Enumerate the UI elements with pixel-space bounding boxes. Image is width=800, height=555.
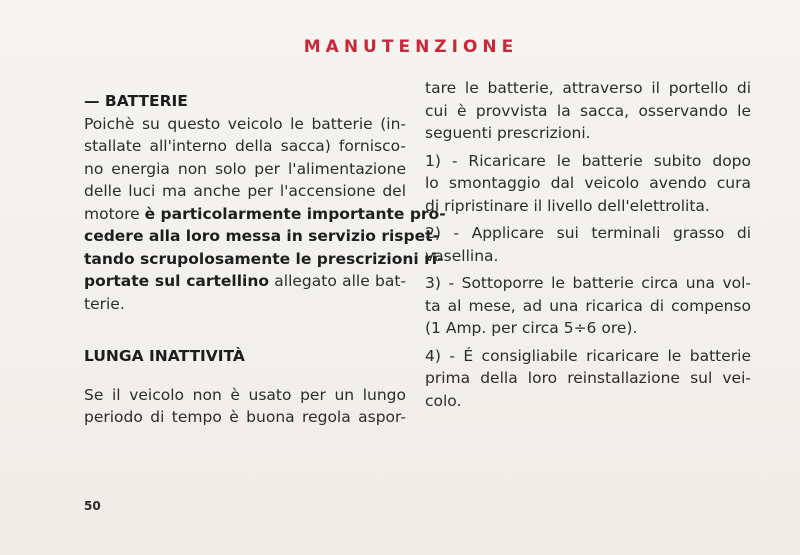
- text-line: Se il veicolo non è usato per un lungo: [84, 385, 406, 404]
- text-line: [84, 293, 406, 316]
- intro-paragraph: [425, 77, 751, 145]
- text-line: 4) - É consigliabile ricaricare le batterie: [425, 346, 751, 365]
- text-line: (1 Amp. per circa 5÷6 ore).: [425, 319, 638, 337]
- page-title: MANUTENZIONE: [303, 37, 519, 57]
- batterie-heading: — BATTERIE: [84, 92, 188, 110]
- lunga-paragraph: [84, 384, 406, 429]
- text-line: di ripristinare il livello dell'elettrolita.: [425, 196, 710, 215]
- text-span: terie.: [84, 294, 125, 313]
- text-span: motore: [84, 204, 145, 223]
- text-span: no energia non solo per l'alimentazione: [84, 159, 406, 178]
- text-line: lo smontaggio dal veicolo avendo cura: [425, 174, 751, 192]
- prescription-item-3: [425, 272, 751, 340]
- text-span: allegato alle bat-: [269, 272, 406, 290]
- text-span: Poichè su questo veicolo le batterie (in-: [84, 114, 406, 133]
- text-line: 3) - Sottoporre le batterie circa una vol-: [425, 274, 751, 292]
- text-line: [84, 113, 406, 136]
- spacer: [84, 315, 406, 345]
- bold-text-span: portate sul cartellino: [84, 272, 270, 290]
- text-line: vasellina.: [425, 246, 499, 265]
- text-line: tare le batterie, attraverso il portello di: [425, 79, 751, 97]
- text-line: cui è provvista la sacca, osservando le: [425, 101, 751, 120]
- left-column: [84, 90, 446, 429]
- text-line: periodo di tempo è buona regola aspor-: [84, 408, 406, 426]
- text-line: colo.: [425, 391, 462, 410]
- text-span: stallate all'interno della sacca) fornisco-: [84, 137, 406, 155]
- prescription-item-1: [425, 150, 751, 218]
- prescription-item-4: [425, 345, 751, 413]
- text-line: [84, 203, 446, 226]
- bold-text-span: tando scrupolosamente le prescrizioni ri-: [84, 249, 444, 268]
- prescription-item-2: [425, 222, 751, 267]
- text-line: [84, 225, 439, 248]
- text-line: 1) - Ricaricare le batterie subito dopo: [425, 151, 751, 170]
- text-line: [84, 270, 406, 293]
- spacer: [84, 368, 406, 384]
- text-line: [84, 248, 444, 271]
- bold-text-span: è particolarmente importante pro-: [144, 204, 446, 223]
- page-number: 50: [84, 499, 101, 513]
- text-line: [84, 135, 406, 158]
- batterie-paragraph: [84, 113, 446, 316]
- text-line: seguenti prescrizioni.: [425, 124, 591, 142]
- text-line: [84, 180, 406, 203]
- text-line: 2) - Applicare sui terminali grasso di: [425, 224, 751, 242]
- text-line: prima della loro reinstallazione sul vei-: [425, 369, 751, 387]
- text-span: delle luci ma anche per l'accensione del: [84, 182, 406, 200]
- text-line: [84, 158, 406, 181]
- bold-text-span: cedere alla loro messa in servizio rispet-: [84, 227, 439, 245]
- text-line: ta al mese, ad una ricarica di compenso: [425, 296, 751, 315]
- lunga-inattivita-heading: LUNGA INATTIVITÀ: [84, 347, 245, 365]
- right-column: [425, 77, 751, 412]
